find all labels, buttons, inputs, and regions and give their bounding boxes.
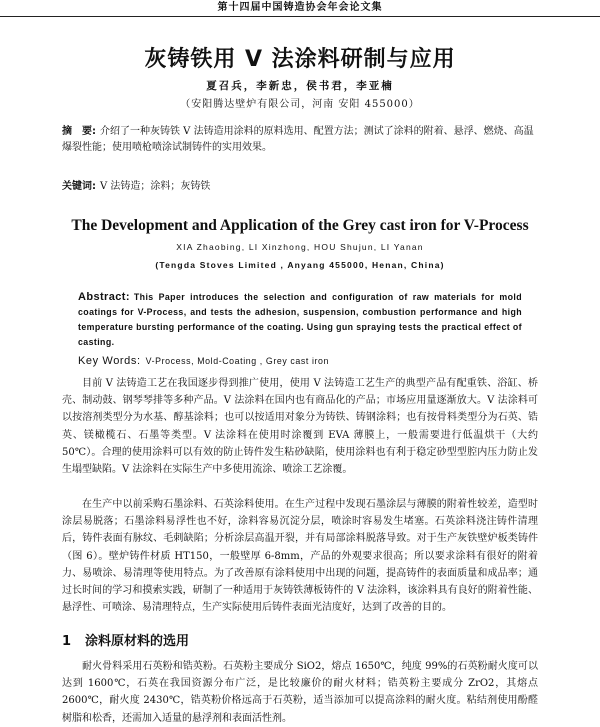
authors-english: XIA Zhaobing, LI Xinzhong, HOU Shujun, LI Yanan <box>176 242 424 252</box>
paper-title-english: The Development and Application of the Grey cast iron for V-Process <box>71 217 529 234</box>
section-title: 涂料原材料的选用 <box>85 634 190 649</box>
section-number: 1 <box>62 634 72 649</box>
body-paragraph-intro: 目前 V 法铸造工艺在我国逐步得到推广使用，使用 V 法铸造工艺生产的典型产品有配重铁、浴缸、桥壳、制动鼓、钢琴琴排等多种产品。V 法涂料在国内也有商品化的产品；市场应用量逐渐放大。V 法涂料可以按溶剂类型分为水基、醇基涂料；也可以按适用对象分为铸铁、铸钢涂料；也有按骨料类型分为石英、锆英、镁橄榄石、石墨等类型。V 法涂料在使用时涂覆到 EVA 薄膜上，一般需要进行低温烘干（大约 50℃）。合理的使用涂料可以有效的防止铸件发生粘砂缺陷，使用涂料也有利于稳定砂型型腔内压力防止发生塌型缺陷。V 法涂料在实际生产中多使用流涂、喷涂工艺涂覆。 <box>62 378 538 476</box>
running-header: 第十四届中国铸造协会年会论文集 <box>0 0 600 17</box>
affiliation-chinese: （安阳腾达壁炉有限公司，河南 安阳 455000） <box>180 99 420 110</box>
abstract-chinese-text: 介绍了一种灰铸铁 V 法铸造用涂料的原料选用、配置方法；测试了涂料的附着、悬浮、燃烧、高温爆裂性能；使用喷枪喷涂试制铸件的实用效果。 <box>62 126 534 153</box>
section-heading <box>62 630 189 649</box>
keywords-chinese-text: V 法铸造；涂料；灰铸铁 <box>100 181 211 192</box>
abstract-english-text: This Paper introduces the selection and configuration of raw materials for mold coatings for V-Process, and tests the adhesion, suspension, combustion performance and high temperature bursting performance of the coating. Using gun spraying tests the practical effect of casting. <box>78 292 523 347</box>
affiliation-english: (Tengda Stoves Limited , Anyang 455000, Henan, China) <box>155 260 445 270</box>
body-paragraph-materials: 耐火骨料采用石英粉和锆英粉。石英粉主要成分 SiO2，熔点 1650℃，纯度 99%的石英粉耐火度可以达到 1600℃，石英在我国资源分布广泛，是比较廉价的耐火材料；锆英粉主要成分 ZrO2，其熔点 2600℃，耐火度 2430℃，锆英粉价格远高于石英粉，适当添加可以提高涂料的耐火度。粘结剂使用酚醛树脂和松香，还需加入适量的悬浮剂和表面活性剂。 <box>62 661 538 724</box>
keywords-english <box>78 355 522 367</box>
abstract-english <box>78 290 522 350</box>
keywords-english-label: Key Words: <box>78 355 141 367</box>
body-paragraph-background: 在生产中以前采购石墨涂料、石英涂料使用。在生产过程中发现石墨涂层与薄膜的附着性较差，造型时涂层易脱落；石墨涂料易浮性也不好，涂料容易沉淀分层，喷涂时容易发生堵塞。石英涂料浇注铸件清理后，铸件表面有脉纹、毛刺缺陷；分析涂层高温开裂，并有局部涂料脱落导致。对于生产灰铁壁炉板类铸件（图 6）。壁炉铸件材质 HT150，一般壁厚 6-8mm，产品的外观要求很高；所以要求涂料有很好的附着力、易喷涂、易清理等使用特点。为了改善原有涂料使用中出现的问题，提高铸件的表面质量和成品率；通过长时间的学习和摸索实践，研制了一种适用于灰铸铁薄板铸件的 V 法涂料，该涂料具有良好的附着性能、悬浮性、可喷涂、易清理特点，生产实际使用后铸件表面光洁度好，达到了改善的目的。 <box>62 499 538 614</box>
keywords-chinese-label: 关键词: <box>62 181 96 192</box>
paper-title-chinese: 灰铸铁用 V 法涂料研制与应用 <box>144 47 456 72</box>
abstract-chinese <box>62 124 538 156</box>
keywords-english-text: V-Process, Mold-Coating , Grey cast iron <box>145 356 330 366</box>
keywords-chinese <box>62 179 538 195</box>
abstract-english-label: Abstract: <box>78 291 130 303</box>
authors-chinese: 夏召兵，李新忠，侯书君，李亚楠 <box>206 80 394 92</box>
abstract-chinese-label: 摘 要: <box>62 126 96 137</box>
